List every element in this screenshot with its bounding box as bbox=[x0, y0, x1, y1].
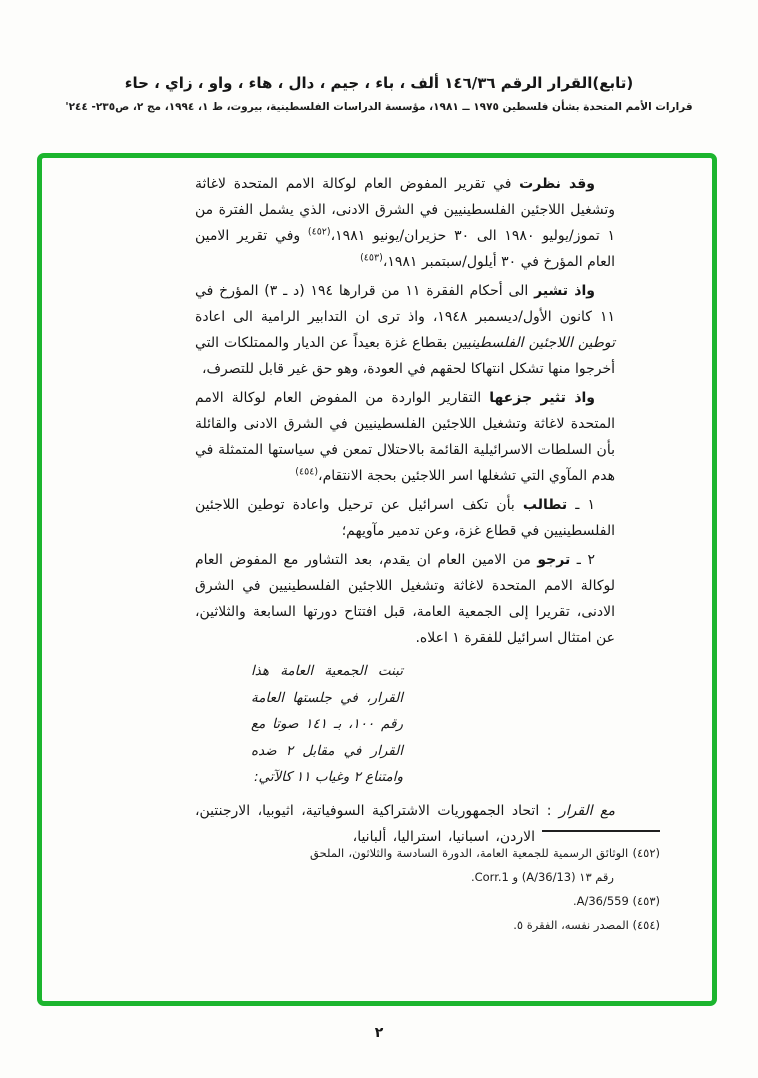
resolution-frame bbox=[37, 153, 717, 1006]
footnotes-section bbox=[310, 830, 660, 937]
preamble-paragraph-1 bbox=[195, 171, 615, 275]
preamble-paragraph-3 bbox=[195, 385, 615, 489]
paragraph-text: من الامين العام ان يقدم، بعد التشاور مع المفوض العام لوكالة الامم المتحدة لاغاثة وتشغيل اللاجئين الفلسطينيين في الشرق الادنى، تقريرا إلى الجمعية العامة، قبل افتتاح دورتها السابعة والثلاثين، عن امتثال اسرائيل للفقرة ١ اعلاه. bbox=[195, 552, 615, 646]
page-number: ٢ bbox=[374, 1025, 384, 1041]
paragraph-number: ١ ـ bbox=[567, 497, 595, 513]
paragraph-lead: تطالب bbox=[522, 497, 568, 513]
vote-countries: اتحاد الجمهوريات الاشتراكية السوفياتية، اثيوبيا، الارجنتين، الاردن، اسبانيا، استراليا، ألبانيا، bbox=[195, 802, 540, 845]
operative-paragraph-2 bbox=[195, 547, 615, 651]
paragraph-text: بقطاع غزة بعيداً عن الديار والممتلكات التي أخرجوا منها تشكل انتهاكا لحقهم في العودة، وهو حق غير قابل للتصرف، bbox=[195, 335, 615, 377]
footnote-marker-454: (٤٥٤) bbox=[295, 466, 319, 478]
paragraph-text: بأن تكف اسرائيل عن ترحيل واعادة توطين اللاجئين الفلسطينيين في قطاع غزة، وعن تدمير مآويهم؛ bbox=[195, 497, 615, 539]
paragraph-lead: ترجو bbox=[537, 552, 571, 568]
footnote-separator bbox=[542, 830, 660, 832]
footnote-marker-453: (٤٥٣) bbox=[360, 252, 383, 264]
paragraph-text: في تقرير المفوض العام لوكالة الامم المتحدة لاغاثة وتشغيل اللاجئين الفلسطينيين في الشرق الادنى، الذي يشمل الفترة من ١ تموز/يوليو ١٩٨٠ الى ٣٠ حزيران/يونيو ١٩٨١، bbox=[195, 176, 615, 244]
paragraph-number: ٢ ـ bbox=[570, 552, 595, 568]
operative-paragraph-1 bbox=[195, 492, 615, 544]
footnote-453: (٤٥٣) A/36/559. bbox=[572, 894, 660, 908]
paragraph-text: الى أحكام الفقرة ١١ من قرارها ١٩٤ (د ـ ٣) المؤرخ في ١١ كانون الأول/ديسمبر ١٩٤٨، واذ ترى ان التدابير الرامية الى اعادة bbox=[195, 283, 615, 325]
preamble-paragraph-2 bbox=[195, 278, 615, 382]
adoption-note: تبنت الجمعية العامة هذا القرار، في جلستها العامة رقم ١٠٠، بـ ١٤١ صوتا مع القرار في مقابل ٢ ضده وامتناع ٢ وغياب ١١ كالآتي: bbox=[251, 663, 404, 785]
paragraph-text: وفي تقرير الامين العام المؤرخ في ٣٠ أيلول/سبتمبر ١٩٨١، bbox=[195, 228, 615, 270]
source-citation: قرارات الأمم المتحدة بشأن فلسطين ١٩٧٥ ــ ١٩٨١، مؤسسة الدراسات الفلسطينية، بيروت، ط ١، ١٩٩٤، مج ٢، ص٢٣٥- ٢٤٤' bbox=[65, 101, 693, 113]
footnote-452: (٤٥٢) الوثائق الرسمية للجمعية العامة، الدورة السادسة والثلاثون، الملحق رقم ١٣ (A/36/13) و Corr.1. bbox=[310, 846, 660, 884]
footnote-marker-452: (٤٥٢) bbox=[307, 226, 331, 238]
paragraph-lead: واذ تثير جزعها bbox=[489, 390, 595, 406]
page-header bbox=[0, 74, 758, 113]
vote-label: مع القرار bbox=[558, 802, 615, 819]
paragraph-text: التقارير الواردة من المفوض العام لوكالة الامم المتحدة لاغاثة وتشغيل اللاجئين الفلسطينيين في الشرق الادنى والقائلة بأن السلطات الاسرائيلية القائمة بالاحتلال تمعن في سياستها المتمثلة في هدم المآوي التي تشغلها اسر اللاجئين بحجة الانتقام، bbox=[195, 390, 615, 484]
paragraph-lead: وقد نظرت bbox=[519, 176, 595, 192]
emphasized-text: توطين اللاجئين الفلسطينيين bbox=[452, 335, 615, 351]
footnote-454: (٤٥٤) المصدر نفسه، الفقرة ٥. bbox=[513, 918, 660, 932]
resolution-title: (تابع)القرار الرقم ١٤٦/٣٦ ألف ، باء ، جيم ، دال ، هاء ، واو ، زاي ، حاء bbox=[124, 74, 634, 92]
paragraph-lead: واذ تشير bbox=[534, 283, 595, 299]
vote-colon: : bbox=[539, 802, 559, 819]
resolution-body bbox=[195, 171, 615, 850]
